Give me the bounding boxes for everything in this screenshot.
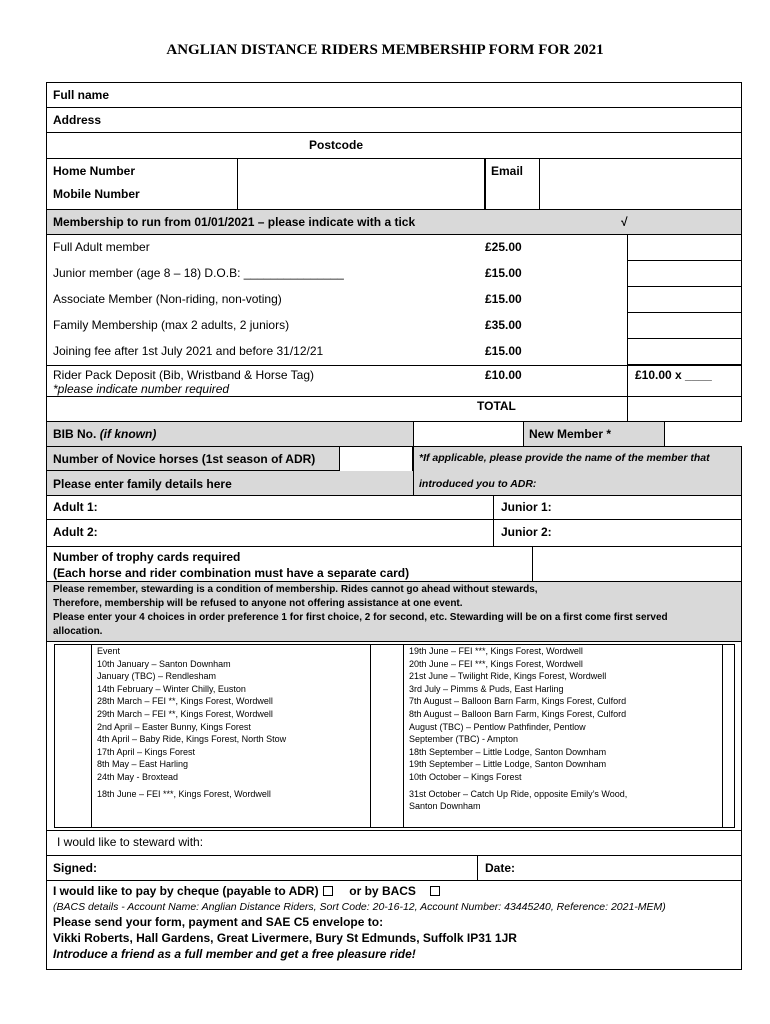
- bacs-checkbox[interactable]: [430, 886, 440, 896]
- stewarding-notice-line1: Please remember, stewarding is a condition of membership. Rides cannot go ahead without stewards,: [53, 584, 538, 595]
- cheque-checkbox[interactable]: [323, 886, 333, 896]
- events-header: Event: [97, 646, 121, 656]
- event-left-item: 10th January – Santon Downham: [97, 658, 231, 669]
- address-row[interactable]: [47, 108, 741, 133]
- membership-associate-price: £15.00: [485, 292, 522, 306]
- membership-header: Membership to run from 01/01/2021 – please indicate with a tick: [53, 215, 416, 229]
- trophy-cards-field[interactable]: [532, 547, 742, 581]
- event-right-item: 18th September – Little Lodge, Santon Downham: [409, 746, 607, 757]
- rider-pack-label: Rider Pack Deposit (Bib, Wristband & Horse Tag): [53, 368, 314, 382]
- signed-label: Signed:: [53, 861, 97, 875]
- event-left-item: 2nd April – Easter Bunny, Kings Forest: [97, 721, 251, 732]
- bacs-details: (BACS details - Account Name: Anglian Distance Riders, Sort Code: 20-16-12, Account Number: 43445240, Reference: 2021-MEM): [53, 901, 666, 913]
- tick-box-associate[interactable]: [627, 287, 742, 313]
- event-right-item: September (TBC) - Ampton: [409, 734, 519, 745]
- stewarding-notice-line3: Please enter your 4 choices in order preference 1 for first choice, 2 for second, etc. Stewarding will be on a first come first served: [53, 612, 668, 623]
- steward-with-label: I would like to steward with:: [57, 835, 204, 849]
- mobile-number-label: Mobile Number: [53, 187, 140, 201]
- event-right-item: 3rd July – Pimms & Puds, East Harling: [409, 683, 564, 694]
- full-name-row[interactable]: [47, 83, 741, 108]
- membership-junior-price: £15.00: [485, 266, 522, 280]
- event-right-item: 20th June – FEI ***, Kings Forest, Wordwell: [409, 658, 583, 669]
- address-label: Address: [53, 113, 102, 127]
- tick-box-junior[interactable]: [627, 261, 742, 287]
- event-left-item: 24th May - Broxtead: [97, 772, 179, 782]
- event-right-item: 19th September – Little Lodge, Santon Downham: [409, 759, 607, 770]
- rider-pack-note: *please indicate number required: [53, 382, 230, 396]
- event-left-item: 18th June – FEI ***, Kings Forest, Wordwell: [97, 788, 271, 799]
- adult2-row[interactable]: [47, 520, 741, 547]
- signed-row: [47, 856, 741, 881]
- membership-family-label: Family Membership (max 2 adults, 2 juniors): [53, 318, 290, 332]
- rider-pack-price: £10.00: [485, 368, 522, 382]
- event-right-item: 19th June – FEI ***, Kings Forest, Wordwell: [409, 646, 583, 656]
- email-field[interactable]: [539, 159, 742, 209]
- novice-horses-label: Number of Novice horses (1st season of ADR): [53, 452, 316, 466]
- total-field[interactable]: [627, 397, 742, 421]
- form-title: ANGLIAN DISTANCE RIDERS MEMBERSHIP FORM FOR 2021: [166, 42, 604, 58]
- cheque-label: I would like to pay by cheque (payable to ADR) or by BACS: [53, 884, 440, 898]
- event-left-item: 14th February – Winter Chilly, Euston: [97, 683, 246, 694]
- bib-label: BIB No. (if known): [53, 427, 157, 441]
- adult2-label: Adult 2:: [53, 525, 98, 539]
- postal-address: Vikki Roberts, Hall Gardens, Great Livermere, Bury St Edmunds, Suffolk IP31 1JR: [53, 931, 517, 945]
- event-left-item: 28th March – FEI **, Kings Forest, Wordwell: [97, 696, 273, 707]
- membership-full-adult-label: Full Adult member: [53, 240, 150, 254]
- membership-joining-fee-label: Joining fee after 1st July 2021 and before 31/12/21: [53, 344, 324, 358]
- bib-row: [47, 422, 741, 447]
- event-left-item: 4th April – Baby Ride, Kings Forest, North Stow: [97, 734, 287, 745]
- event-left-item: January (TBC) – Rendlesham: [97, 671, 217, 682]
- home-number-label: Home Number: [53, 164, 136, 178]
- adult1-row[interactable]: [47, 496, 741, 520]
- event-right-item: 8th August – Balloon Barn Farm, Kings Forest, Culford: [409, 709, 627, 719]
- event-right-item: Santon Downham: [409, 801, 481, 812]
- event-right-item: 31st October – Catch Up Ride, opposite Emily’s Wood,: [409, 788, 628, 799]
- family-details-label: Please enter family details here: [53, 477, 232, 491]
- event-left-item: 29th March – FEI **, Kings Forest, Wordwell: [97, 709, 273, 719]
- membership-family-price: £35.00: [485, 318, 522, 332]
- friend-offer: Introduce a friend as a full member and get a free pleasure ride!: [53, 947, 416, 961]
- adult1-label: Adult 1:: [53, 500, 98, 514]
- rider-pack-quantity[interactable]: £10.00 x ____: [635, 368, 712, 382]
- stewarding-notice-line2: Therefore, membership will be refused to anyone not offering assistance at one event.: [53, 598, 463, 609]
- send-form-label: Please send your form, payment and SAE C5 envelope to:: [53, 915, 384, 929]
- junior1-label: Junior 1:: [501, 500, 552, 514]
- membership-joining-fee-price: £15.00: [485, 344, 522, 358]
- trophy-row: [47, 547, 741, 582]
- postcode-label: Postcode: [309, 138, 364, 152]
- date-label: Date:: [485, 861, 516, 875]
- membership-junior-label: Junior member (age 8 – 18) D.O.B: _______________: [53, 266, 344, 280]
- total-row: [47, 397, 741, 422]
- event-right-item: 7th August – Balloon Barn Farm, Kings Forest, Culford: [409, 696, 627, 707]
- bib-number-field[interactable]: [413, 422, 523, 446]
- signature-field[interactable]: [107, 856, 475, 880]
- stewarding-notice: [47, 582, 741, 642]
- payment-section: [47, 881, 741, 971]
- event-right-item: August (TBC) – Pentlow Pathfinder, Pentlow: [409, 721, 586, 732]
- tick-symbol: √: [621, 215, 628, 229]
- postcode-row[interactable]: [47, 133, 741, 159]
- phone-field[interactable]: [237, 159, 485, 209]
- new-member-label: New Member *: [529, 427, 612, 441]
- novice-row: [47, 447, 741, 496]
- membership-associate-label: Associate Member (Non-riding, non-voting): [53, 292, 282, 306]
- tick-box-full-adult[interactable]: [627, 235, 742, 261]
- total-label: TOTAL: [477, 399, 516, 413]
- event-left-item: 8th May – East Harling: [97, 759, 189, 770]
- full-name-label: Full name: [53, 88, 110, 102]
- event-left-item: 17th April – Kings Forest: [97, 746, 196, 757]
- event-right-item: 10th October – Kings Forest: [409, 772, 522, 782]
- membership-full-adult-price: £25.00: [485, 240, 522, 254]
- new-member-field[interactable]: [664, 422, 742, 446]
- steward-with-row[interactable]: [47, 830, 741, 856]
- novice-horses-field[interactable]: [339, 447, 413, 471]
- introduced-note: *If applicable, please provide the name of the member that: [419, 452, 710, 464]
- rider-pack-row: [47, 365, 741, 397]
- introduced-note-2: introduced you to ADR:: [419, 478, 537, 490]
- date-field[interactable]: [527, 856, 742, 880]
- membership-header-row: [47, 210, 741, 235]
- email-label: Email: [491, 164, 524, 178]
- membership-form: [46, 82, 742, 970]
- event-right-item: 21st June – Twilight Ride, Kings Forest, Wordwell: [409, 671, 607, 682]
- contact-row: [47, 159, 741, 210]
- events-table: [47, 642, 741, 830]
- stewarding-notice-line4: allocation.: [53, 626, 103, 637]
- trophy-note: (Each horse and rider combination must have a separate card): [53, 566, 410, 580]
- tick-box-family[interactable]: [627, 313, 742, 339]
- trophy-label: Number of trophy cards required: [53, 550, 241, 564]
- tick-box-joining-fee[interactable]: [627, 339, 742, 365]
- junior2-label: Junior 2:: [501, 525, 552, 539]
- membership-options: [47, 235, 741, 365]
